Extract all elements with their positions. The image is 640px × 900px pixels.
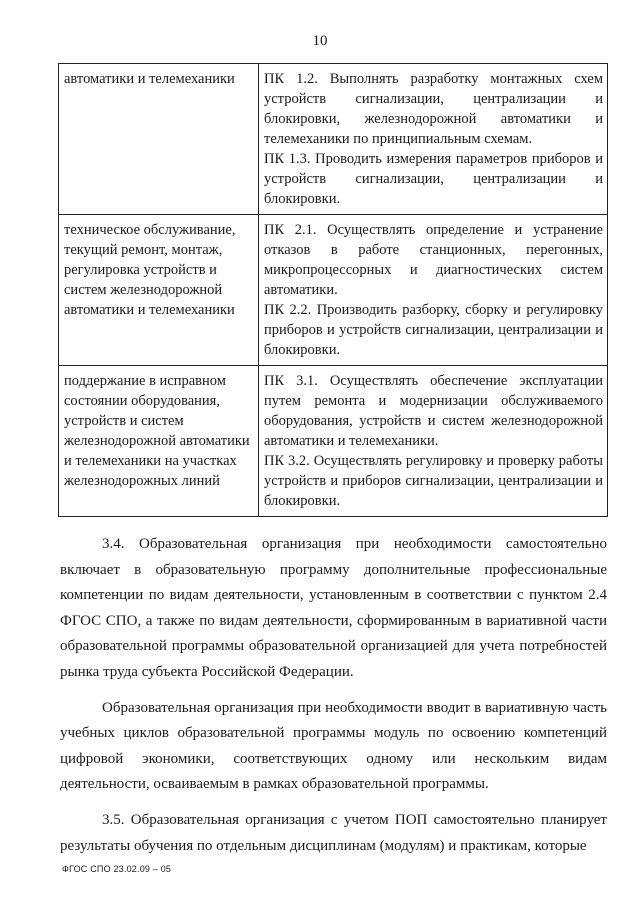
competency-item: ПК 3.2. Осуществлять регулировку и проверку работы устройств и приборов сигнализации, централизации и блокировки. bbox=[264, 453, 603, 509]
table-row bbox=[59, 366, 608, 517]
activity-cell: техническое обслуживание, текущий ремонт, монтаж, регулировка устройств и систем железнодорожной автоматики и телемеханики bbox=[59, 215, 259, 366]
competency-item: ПК 1.2. Выполнять разработку монтажных схем устройств сигнализации, централизации и блокировки, железнодорожной автоматики и телемеханики по принципиальным схемам. bbox=[264, 71, 603, 147]
table-row bbox=[59, 215, 608, 366]
page-number: 10 bbox=[312, 33, 328, 49]
document-footer: ФГОС СПО 23.02.09 – 05 bbox=[62, 864, 172, 874]
competency-item: ПК 2.1. Осуществлять определение и устранение отказов в работе станционных, перегонных, микропроцессорных и диагностических систем автоматики. bbox=[264, 222, 603, 298]
competency-item: ПК 2.2. Производить разборку, сборку и регулировку приборов и устройств сигнализации, централизации и блокировки. bbox=[264, 302, 603, 358]
body-text bbox=[60, 532, 607, 869]
table-row bbox=[59, 64, 608, 215]
competencies-table bbox=[58, 63, 608, 517]
activity-cell: автоматики и телемеханики bbox=[59, 64, 259, 215]
competencies-cell bbox=[259, 64, 608, 215]
competency-item: ПК 1.3. Проводить измерения параметров приборов и устройств сигнализации, централизации и блокировки. bbox=[264, 151, 603, 207]
paragraph-3-5: 3.5. Образовательная организация с учетом ПОП самостоятельно планирует результаты обучения по отдельным дисциплинам (модулям) и практикам, которые bbox=[60, 811, 607, 854]
paragraph-digital-economy: Образовательная организация при необходимости вводит в вариативную часть учебных циклов образовательной программы модуль по освоению компетенций цифровой экономики, соответствующих одному или нескольким видам деятельности, осваиваемым в рамках образовательной программы. bbox=[60, 699, 607, 793]
paragraph-3-4: 3.4. Образовательная организация при необходимости самостоятельно включает в образовательную программу дополнительные профессиональные компетенции по видам деятельности, установленным в соответствии с пунктом 2.4 ФГОС СПО, а также по видам деятельности, сформированным в вариативной части образовательной программы образовательной организацией для учета потребностей рынка труда субъекта Российской Федерации. bbox=[60, 536, 607, 680]
competency-item: ПК 3.1. Осуществлять обеспечение эксплуатации путем ремонта и модернизации обслуживаемого оборудования, устройств и систем железнодорожной автоматики и телемеханики. bbox=[264, 373, 603, 449]
competencies-cell bbox=[259, 215, 608, 366]
competencies-cell bbox=[259, 366, 608, 517]
activity-cell: поддержание в исправном состоянии оборудования, устройств и систем железнодорожной автоматики и телемеханики на участках железнодорожных линий bbox=[59, 366, 259, 517]
